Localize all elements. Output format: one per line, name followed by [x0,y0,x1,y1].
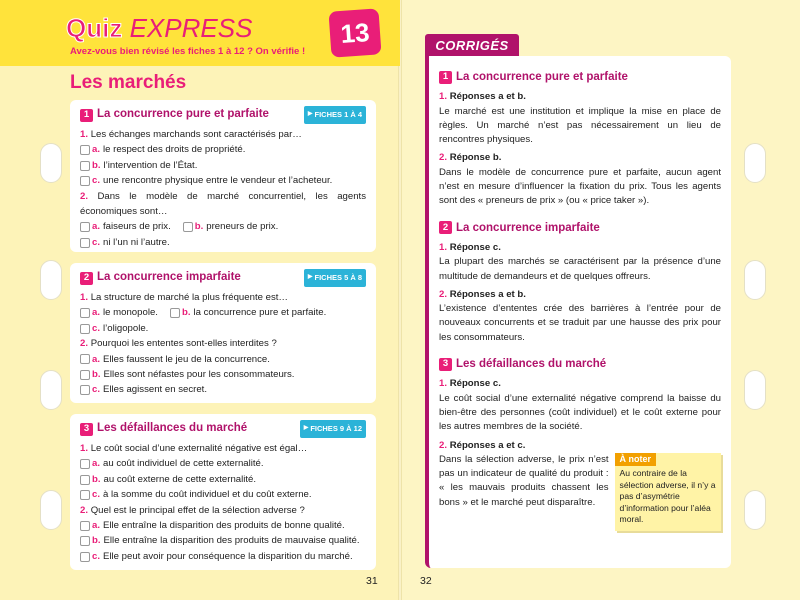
answer-option[interactable]: b. Elle entraîne la disparition des produits de mauvaise qualité. [80,533,366,548]
fiches-badge: ▶ FICHES 1 À 4 [304,106,366,123]
answer-text: Dans le modèle de concurrence pure et parfaite, aucun agent n’est en mesure d’influencer la fixation du prix. Tous les agents sont des « preneurs de prix » (ou « price taker »). [439,166,721,207]
answer-section-heading: 1 La concurrence pure et parfaite [439,70,721,84]
note-text: Au contraire de la sélection adverse, il n’y a pas d’asymétrie d’information pour l’aléa moral. [619,468,716,525]
answer-option[interactable]: b. la concurrence pure et parfaite. [170,305,326,320]
answer-text: Le coût social d’une externalité négative comprend la baisse du bien-être des personnes (coût individuel) et le coût externe pour les autres membres de la société. [439,392,721,433]
answer-label: 1. Réponse c. [439,241,501,253]
answer-label: 2. Réponses a et b. [439,288,526,300]
checkbox[interactable] [80,324,90,334]
checkbox[interactable] [80,222,90,232]
question: 2. Pourquoi les ententes sont-elles interdites ? [80,338,277,350]
answer-option[interactable]: a. le respect des droits de propriété. [80,142,366,157]
checkbox[interactable] [80,354,90,364]
answers-panel [425,56,731,568]
quiz-subtitle: Avez-vous bien révisé les fiches 1 à 12 ? On vérifie ! [70,46,306,57]
answer-text: Le marché est une institution et implique la mise en place de règles. Un marché n’est pas nécessairement un lieu de rencontres physiques. [439,105,721,146]
checkbox[interactable] [80,145,90,155]
question: 1. Le coût social d’une externalité négative est égal… [80,443,308,454]
checkbox[interactable] [183,222,193,232]
card-title [80,270,241,285]
note-box [615,453,721,531]
checkbox[interactable] [80,370,90,380]
answer-label: 2. Réponses a et c. [439,439,526,451]
checkbox[interactable] [80,490,90,500]
fiches-badge: ▶ FICHES 5 À 8 [304,269,366,286]
answer-option[interactable]: c. à la somme du coût individuel et du coût externe. [80,487,366,502]
section-number: 3 [80,423,93,436]
binder-hole [744,370,766,410]
answer-option[interactable]: b. au coût externe de cette externalité. [80,472,366,487]
section-number: 1 [80,109,93,122]
page-number-right: 32 [420,575,432,587]
question: 2. Dans le modèle de marché concurrentiel, les agents économiques sont… [80,190,366,218]
answer-label: 1. Réponse c. [439,378,501,390]
quiz-card-2 [70,263,376,403]
checkbox[interactable] [80,536,90,546]
checkbox[interactable] [80,308,90,318]
answer-text: La plupart des marchés se caractérisent par la présence d’une multitude de demandeurs et de quelques offreurs. [439,256,721,282]
checkbox[interactable] [80,521,90,531]
answer-text: L’existence d’ententes crée des barrières à l’entrée pour de nouveaux concurrents et se traduit par une hausse des prix pour les consommateurs. [439,303,721,343]
checkbox[interactable] [80,238,90,248]
question: 1. La structure de marché la plus fréquente est… [80,292,288,303]
play-icon: ▶ [303,425,309,432]
section-number: 2 [80,272,93,285]
answer-option[interactable]: a. Elle entraîne la disparition des produits de bonne qualité. [80,518,366,533]
answer-option[interactable]: c. Elle peut avoir pour conséquence la disparition du marché. [80,549,366,564]
card-title [80,421,247,436]
answer-section-heading: 2 La concurrence imparfaite [439,221,721,235]
answer-option[interactable]: b. preneurs de prix. [183,219,279,234]
binder-hole [40,260,62,300]
play-icon: ▶ [307,274,313,281]
note-tag: À noter [615,453,657,467]
question: 2. Quel est le principal effet de la sélection adverse ? [80,504,305,516]
answer-option[interactable]: a. le monopole. [80,305,158,320]
express-word: EXPRESS [129,13,253,43]
answer-option[interactable]: a. au coût individuel de cette externalité. [80,456,366,471]
checkbox[interactable] [80,459,90,469]
section-title: La concurrence pure et parfaite [97,108,269,121]
checkbox[interactable] [80,385,90,395]
checkbox[interactable] [80,176,90,186]
play-icon: ▶ [307,111,313,118]
answer-option[interactable]: b. Elles sont néfastes pour les consommateurs. [80,367,366,382]
answer-option[interactable]: c. ni l’un ni l’autre. [80,235,366,250]
page-title: Les marchés [70,72,187,93]
checkbox[interactable] [80,552,90,562]
corriges-tab: CORRIGÉS [425,34,519,56]
quiz-card-1 [70,100,376,252]
book-gutter [398,0,402,600]
section-title: La concurrence imparfaite [97,271,241,284]
quiz-word: Quiz [66,13,123,43]
binder-hole [40,143,62,183]
section-number: 2 [439,221,452,234]
answer-option[interactable]: a. Elles faussent le jeu de la concurrence. [80,352,366,367]
answer-option[interactable]: c. une rencontre physique entre le vendeur et l’acheteur. [80,173,366,188]
binder-hole [744,490,766,530]
binder-hole [744,143,766,183]
quiz-number-badge: 13 [328,8,381,57]
answer-option[interactable]: c. l’oligopole. [80,321,366,336]
card-title [80,107,269,122]
checkbox[interactable] [170,308,180,318]
answer-label: 2. Réponse b. [439,152,502,164]
answer-option[interactable]: a. faiseurs de prix. [80,219,171,234]
page-number-left: 31 [366,575,378,587]
checkbox[interactable] [80,161,90,171]
binder-hole [744,260,766,300]
quiz-express-title [66,14,252,42]
section-title: Les défaillances du marché [97,422,248,435]
quiz-card-3 [70,414,376,570]
fiches-badge: ▶ FICHES 9 À 12 [300,420,366,437]
section-number: 1 [439,71,452,84]
answer-option[interactable]: b. l’intervention de l’État. [80,158,366,173]
checkbox[interactable] [80,475,90,485]
question: 1. Les échanges marchands sont caractérisés par… [80,129,302,140]
answer-text: Dans la sélection adverse, le prix n’est pas un indicateur de qualité du produit : « les mauvais produits chassent les bons » et le marché peut disparaître. [439,453,609,508]
answer-section-heading: 3 Les défaillances du marché [439,357,721,371]
answer-label: 1. Réponses a et b. [439,91,526,103]
binder-hole [40,370,62,410]
answer-option[interactable]: c. Elles agissent en secret. [80,382,366,397]
section-number: 3 [439,358,452,371]
binder-hole [40,490,62,530]
